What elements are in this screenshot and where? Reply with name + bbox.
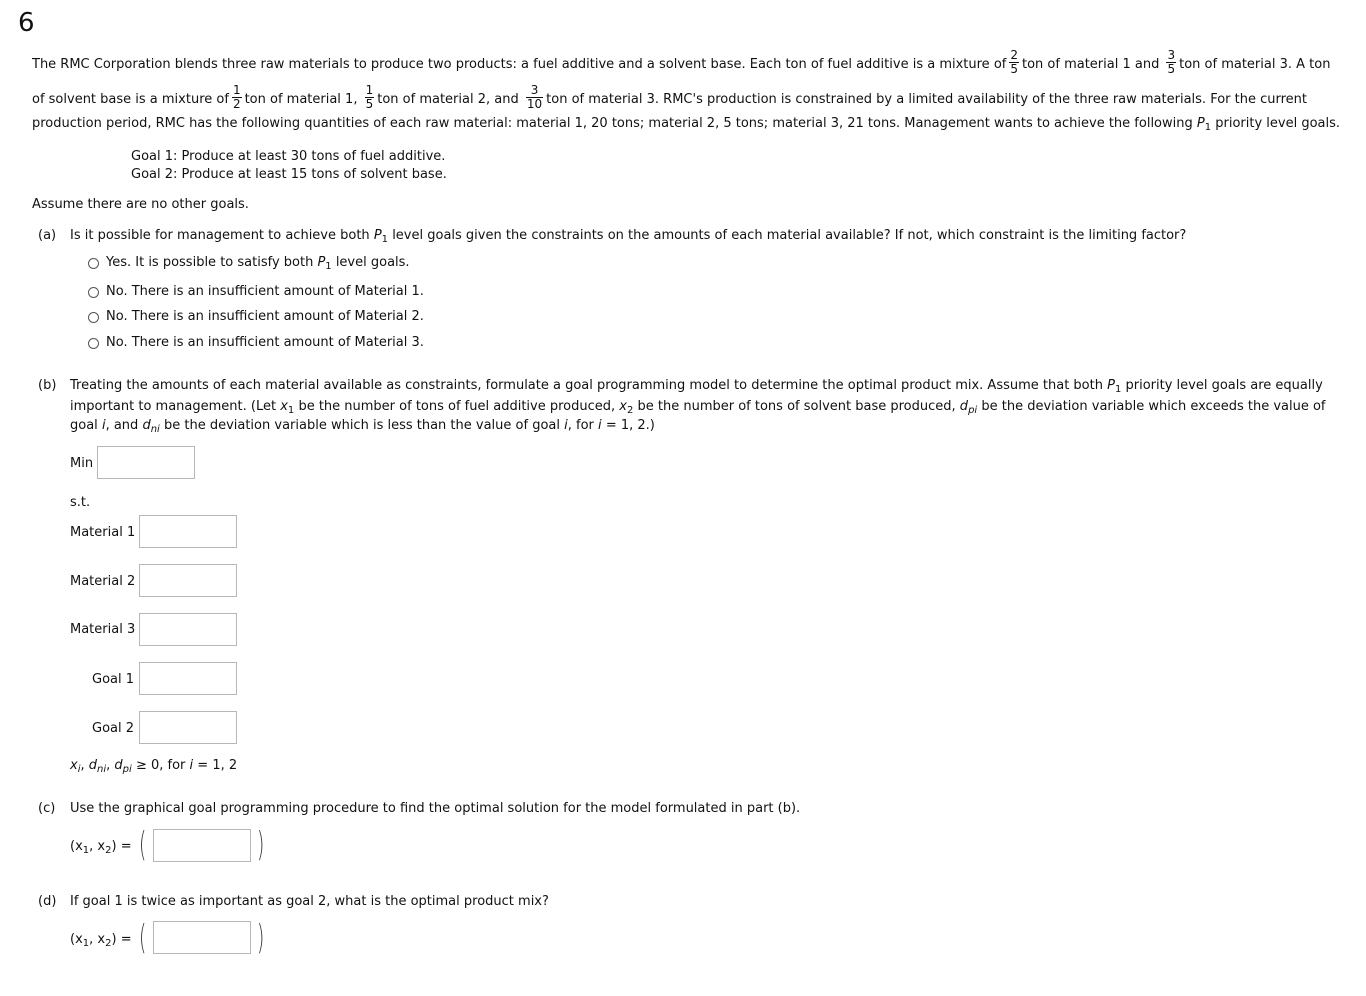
goal-1-input-box (139, 662, 237, 695)
fraction-1-5: $\frac{1}{5}$ (365, 83, 374, 111)
material-3-label: Material 3 (70, 622, 136, 637)
material-3-input[interactable] (140, 614, 236, 645)
part-c-lhs: ($x_1$, $x_2$) = (70, 839, 132, 856)
goal-1-label: Goal 1 (92, 672, 135, 687)
intro-text: ton of material 2, and (377, 92, 519, 107)
part-c-answer-input[interactable] (154, 830, 250, 861)
option-yes[interactable] (88, 255, 410, 271)
goal-2-input[interactable] (140, 712, 236, 743)
right-paren: ) (256, 918, 265, 958)
question-number: 6 (18, 8, 35, 38)
intro-text: of solvent base is a mixture of (32, 92, 229, 107)
left-paren: ( (138, 918, 147, 958)
st-label: s.t. (70, 495, 91, 510)
intro-line-1 (32, 48, 1331, 78)
material-1-input-box (139, 515, 237, 548)
part-b-label: (b) (38, 378, 57, 393)
objective-input[interactable] (98, 447, 194, 478)
intro-line-3: production period, RMC has the following quantities of each raw material: material 1, 20 tons; material 2, 5 tons; material 3, 21 tons. Management wants to achieve the following $P_1$ priority level goals. (32, 116, 1341, 133)
material-2-input[interactable] (140, 565, 236, 596)
part-a-question: Is it possible for management to achieve both $P_1$ level goals given the constraints on the amounts of each material available? If not, which constraint is the limiting factor? (70, 228, 1187, 245)
goal-2-text: Goal 2: Produce at least 15 tons of solvent base. (131, 167, 447, 182)
material-2-label: Material 2 (70, 574, 136, 589)
assume-text: Assume there are no other goals. (32, 197, 249, 212)
part-d-answer-input[interactable] (154, 922, 250, 953)
intro-text: ton of material 1 and (1022, 57, 1160, 72)
part-c-label: (c) (38, 801, 56, 816)
radio-button[interactable] (88, 287, 99, 298)
option-material-1[interactable] (88, 284, 424, 300)
option-label: No. There is an insufficient amount of Material 2. (106, 309, 424, 324)
option-material-3[interactable] (88, 335, 424, 351)
part-d-question: If goal 1 is twice as important as goal 2, what is the optimal product mix? (70, 894, 549, 909)
material-3-input-box (139, 613, 237, 646)
intro-text: ton of material 1, (244, 92, 358, 107)
intro-text: ton of material 3. RMC's production is constrained by a limited availability of the three raw materials. For the current (546, 92, 1307, 107)
part-a-label: (a) (38, 228, 57, 243)
part-d-label: (d) (38, 894, 57, 909)
goal-2-label: Goal 2 (92, 721, 135, 736)
goal-1-input[interactable] (140, 663, 236, 694)
intro-text: priority level goals. (1215, 116, 1341, 131)
right-paren: ) (256, 825, 265, 865)
goal-2-input-box (139, 711, 237, 744)
radio-button[interactable] (88, 338, 99, 349)
intro-line-2 (32, 83, 1307, 113)
goal-1-text: Goal 1: Produce at least 30 tons of fuel additive. (131, 149, 446, 164)
material-1-input[interactable] (140, 516, 236, 547)
intro-text: ton of material 3. A ton (1179, 57, 1331, 72)
objective-input-box (97, 446, 195, 479)
radio-button[interactable] (88, 312, 99, 323)
material-2-input-box (139, 564, 237, 597)
part-c-answer-box (153, 829, 251, 862)
min-label: Min (70, 456, 94, 471)
part-b-line-2: important to management. (Let $x_1$ be the number of tons of fuel additive produced, $x_2$ be the number of tons of solvent base produced, $d_{pi}$ be the deviation variable which exceeds the value of (70, 399, 1326, 416)
part-b-line-1: Treating the amounts of each material available as constraints, formulate a goal programming model to determine the optimal product mix. Assume that both $P_1$ priority level goals are equally (70, 378, 1323, 395)
part-d-lhs: ($x_1$, $x_2$) = (70, 932, 132, 949)
option-label: No. There is an insufficient amount of Material 3. (106, 335, 424, 350)
intro-text: production period, RMC has the following quantities of each raw material: material 1, 20 tons; material 2, 5 tons; material 3, 21 tons. Management wants to achieve the following (32, 116, 1193, 131)
fraction-3-5: $\frac{3}{5}$ (1167, 48, 1176, 76)
fraction-3-10: $\frac{3}{10}$ (526, 83, 543, 111)
part-c-question: Use the graphical goal programming procedure to find the optimal solution for the model formulated in part (b). (70, 801, 801, 816)
radio-button[interactable] (88, 258, 99, 269)
option-label: Yes. It is possible to satisfy both $P_1$ level goals. (106, 255, 410, 272)
fraction-2-5: $\frac{2}{5}$ (1010, 48, 1018, 76)
part-d-answer-box (153, 921, 251, 954)
nonnegativity-constraint: $x_i$, $d_{ni}$, $d_{pi} \ge 0$, for i = 1, 2 (70, 758, 238, 775)
material-1-label: Material 1 (70, 525, 136, 540)
intro-text: The RMC Corporation blends three raw materials to produce two products: a fuel additive and a solvent base. Each ton of fuel additive is a mixture of (32, 57, 1007, 72)
left-paren: ( (138, 825, 147, 865)
option-material-2[interactable] (88, 309, 424, 325)
option-label: No. There is an insufficient amount of Material 1. (106, 284, 424, 299)
part-b-line-3: goal i, and $d_{ni}$ be the deviation variable which is less than the value of goal i, for i = 1, 2.) (70, 418, 655, 435)
fraction-1-2: $\frac{1}{2}$ (232, 83, 241, 111)
